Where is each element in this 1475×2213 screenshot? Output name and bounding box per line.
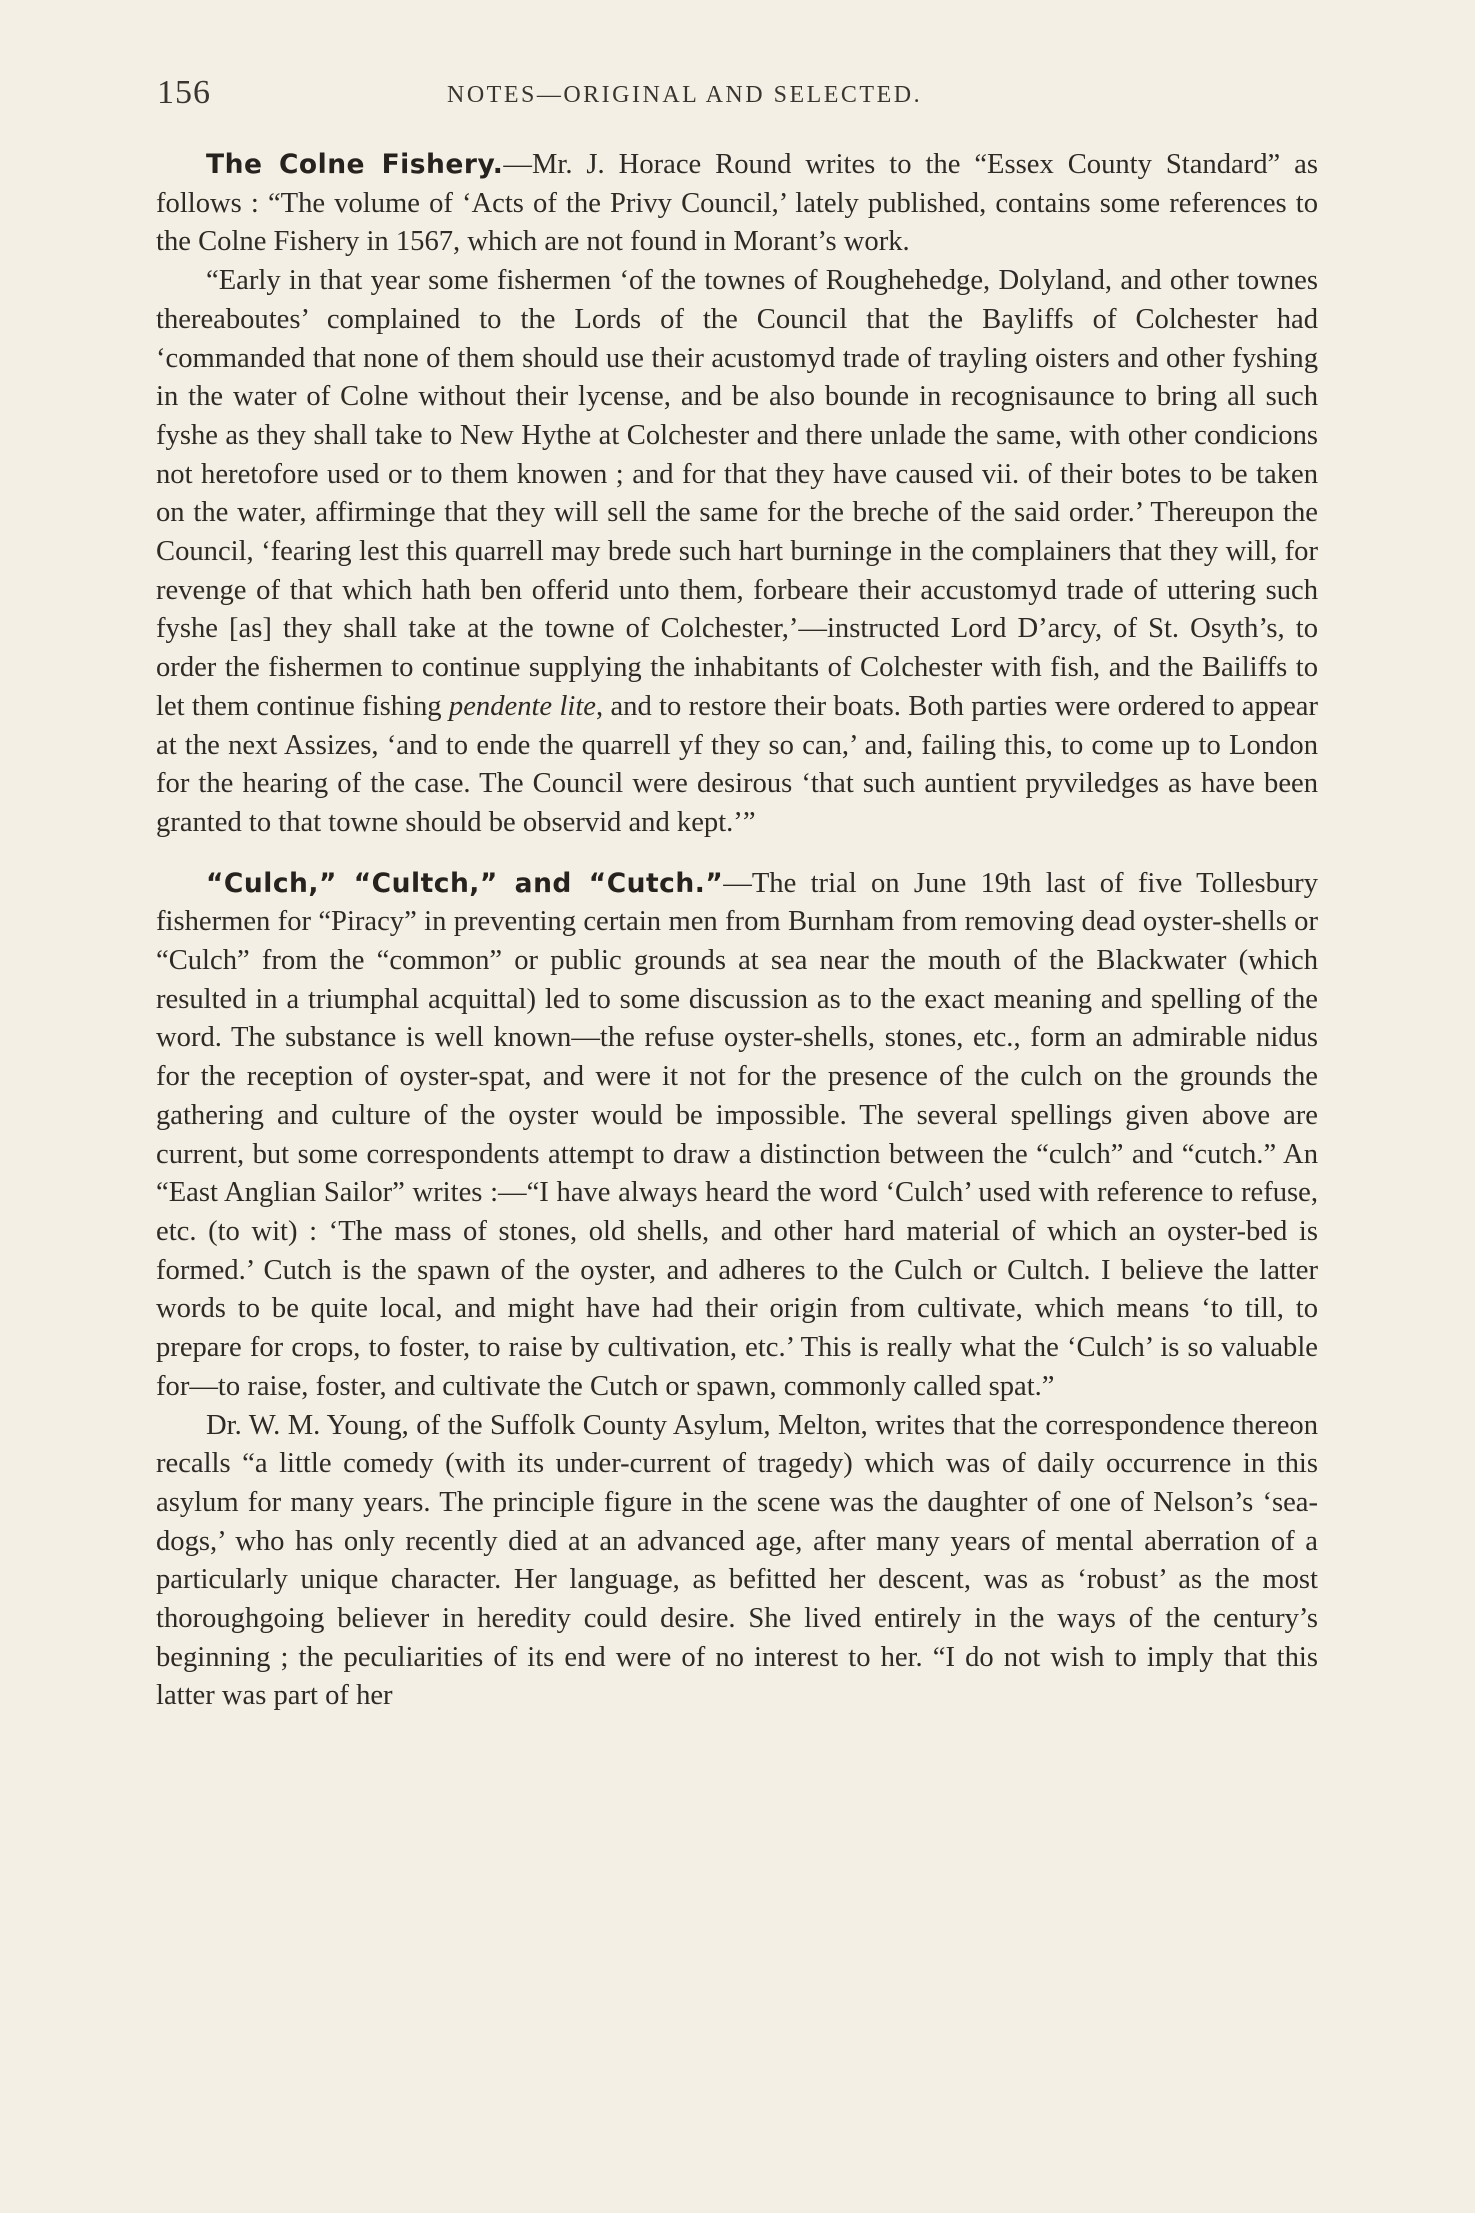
colne-fishery-intro-text: —Mr. J. Horace Round writes to the “Essex County Standard” as follows : “The volume of ‘Acts of the Privy Council,’ lately published, contains some references to the Colne Fishery in 1567, which are not found in Morant’s work.: [156, 149, 1319, 258]
colne-fishery-quote-text-a: “Early in that year some fishermen ‘of the townes of Roughehedge, Dolyland, and other townes thereaboutes’ complained to the Lords of the Council that the Bayliffs of Colchester had ‘commanded that none of them should use their acustomyd trade of trayling oisters and other fyshing in the water of Colne without their lycense, and be also bounde in recognisaunce to bring all such fyshe as they shall take to New Hythe at Colchester and there unlade the same, with other condicions not heretofore used or to them knowen ; and for that they have caused vii. of their botes to be taken on the water, affirminge that they will sell the same for the breche of the said order.’ Thereupon the Council, ‘fearing lest this quarrell may brede such hart burninge in the complainers that they will, for revenge of that which hath ben offerid unto them, forbeare their accustomyd trade of uttering such fyshe [as] they shall take at the towne of Colchester,’—instructed Lord D’arcy, of St. Osyth’s, to order the fishermen to continue supplying the inhabitants of Colchester with fish, and the Bailiffs to let them continue fishing: [156, 265, 1318, 722]
page-number: 156: [157, 74, 211, 111]
article-body: [156, 146, 1318, 1716]
section-divider-space: [156, 843, 1318, 865]
cutch-paragraph-1: [156, 865, 1318, 1407]
cutch-paragraph-2: [156, 1407, 1318, 1717]
colne-fishery-paragraph-2: [156, 262, 1318, 843]
colne-fishery-quote-text-b: , and to restore their boats. Both parties were ordered to appear at the next Assizes, ‘and to ende the quarrell yf they so can,’ and, failing this, to come up to London for the hearing of the case. The Council were desirous ‘that such auntient pryviledges as have been granted to that towne should be observid and kept.’”: [156, 690, 1318, 838]
latin-phrase: pendente lite: [448, 690, 596, 722]
colne-fishery-paragraph-1: [156, 146, 1318, 262]
section-heading-culch: “Culch,” “Cultch,” and “Cutch.”: [206, 867, 724, 899]
cutch-intro-text: —The trial on June 19th last of five Tollesbury fishermen for “Piracy” in preventing certain men from Burnham from removing dead oyster-shells or “Culch” from the “common” or public grounds at sea near the mouth of the Blackwater (which resulted in a triumphal acquittal) led to some discussion as to the exact meaning and spelling of the word. The substance is well known—the refuse oyster-shells, stones, etc., form an admirable nidus for the reception of oyster-spat, and were it not for the presence of the culch on the grounds the gathering and culture of the oyster would be impossible. The several spellings given above are current, but some correspondents attempt to draw a distinction between the “culch” and “cutch.” An “East Anglian Sailor” writes :—“I have always heard the word ‘Culch’ used with reference to refuse, etc. (to wit) : ‘The mass of stones, old shells, and other hard material of which an oyster-bed is formed.’ Cutch is the spawn of the oyster, and adheres to the Culch or Cultch. I believe the latter words to be quite local, and might have had their origin from cultivate, which means ‘to till, to prepare for crops, to foster, to raise by cultivation, etc.’ This is really what the ‘Culch’ is so valuable for—to raise, foster, and cultivate the Cutch or spawn, commonly called spat.”: [156, 867, 1318, 1402]
running-head: NOTES—ORIGINAL AND SELECTED.: [447, 82, 923, 108]
cutch-young-text: Dr. W. M. Young, of the Suffolk County Asylum, Melton, writes that the correspondence thereon recalls “a little comedy (with its under-current of tragedy) which was of daily occurrence in this asylum for many years. The principle figure in the scene was the daughter of one of Nelson’s ‘sea-dogs,’ who has only recently died at an advanced age, after many years of mental aberration of a particularly unique character. Her language, as befitted her descent, was as ‘robust’ as the most thoroughgoing believer in heredity could desire. She lived entirely in the ways of the century’s beginning ; the peculiarities of its end were of no interest to her. “I do not wish to imply that this latter was part of her: [156, 1409, 1318, 1712]
page-header: [157, 74, 1319, 124]
section-heading-colne-fishery: The Colne Fishery.: [206, 149, 504, 180]
